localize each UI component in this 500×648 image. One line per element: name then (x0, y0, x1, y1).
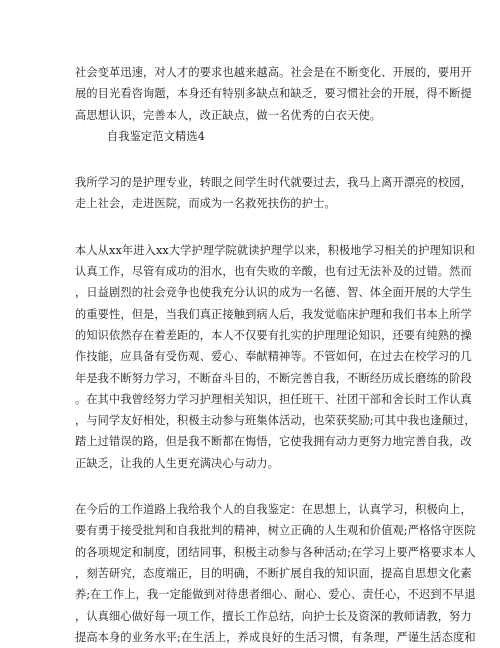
paragraph-self-assessment (75, 499, 476, 648)
document-page (75, 62, 476, 648)
text-line: 作技能，应具备有受伤观、爱心、奉献精神等。不管如何，在过去在校学习的几 (75, 350, 472, 364)
text-line: ，日益剧烈的社会竞争也使我充分认识的成为一名德、智、体全面开展的大学生 (75, 286, 472, 300)
section-title-block (75, 126, 425, 147)
text-line: 正缺乏，让我的人生更充满决心与动力。 (75, 456, 280, 470)
text-line: 的重要性，但是，当我们真正接触到病人后，我发觉临床护理和我们书本上所学 (75, 307, 472, 321)
text-line: 提高本身的业务水平;在生活上，养成良好的生活习惯，有条理，严谨生活态度和 (75, 630, 476, 644)
paragraph-gap (75, 215, 425, 240)
text-line: 养;在工作上，我一定能做到对待患者细心、耐心、爱心、责任心，不迟到不早退 (75, 588, 476, 602)
text-line: 。在其中我曾经努力学习护理相关知识，担任班干、社团干部和舍长时工作认真 (75, 392, 472, 406)
paragraph-society (75, 62, 472, 126)
paragraph-gap (75, 474, 425, 499)
text-line: ，刻苦研究，态度端正，目的明确，不断扩展自我的知识面，提高自思想文化素 (75, 566, 472, 580)
text-line: 认真工作，尽管有成功的泪水，也有失败的辛酸，也有过无法补及的过错。然而 (75, 265, 472, 279)
text-line: 要有勇于接受批判和自我批判的精神，树立正确的人生观和价值观;严格恪守医院 (75, 524, 476, 538)
text-line: 踏上过错误的路，但是我不断都在悔悟，它使我拥有动力更努力地完善自我，改 (75, 435, 472, 449)
text-line: 走上社会，走进医院，而成为一名救死扶伤的护士。 (75, 197, 336, 211)
text-line: 我所学习的是护理专业，转眼之间学生时代就要过去，我马上离开漂亮的校园， (75, 176, 472, 190)
text-line: 在今后的工作道路上我给我个人的自我鉴定：在思想上，认真学习，积极向上， (75, 503, 472, 517)
text-line: 展的目光看咨询题，本身还有特别多缺点和缺乏，要习惯社会的开展，得不断提 (75, 87, 472, 101)
text-line: 高思想认识，完善本人，改正缺点，做一名优秀的白衣天使。 (75, 108, 382, 122)
paragraph-major (75, 172, 472, 215)
text-line: 的各项规定和制度，团结同事，积极主动参与各种活动;在学习上要严格要求本人 (75, 545, 476, 559)
text-line: ，与同学友好相处，积极主动参与班集体活动，也荣获奖励;可其中我也逢颠过， (75, 414, 476, 428)
text-line: 的知识依然存在着差距的，本人不仅要有扎实的护理理论知识，还要有纯熟的操 (75, 328, 472, 342)
text-line: ，认真细心做好每一项工作，擅长工作总结，向护士长及资深的教师请教，努力 (75, 609, 472, 623)
section-title: 自我鉴定范文精选4 (107, 129, 205, 143)
text-line: 年是我不断努力学习，不断奋斗目的，不断完善自我，不断经历成长磨练的阶段 (75, 371, 472, 385)
paragraph-study-history (75, 240, 476, 474)
paragraph-gap (75, 147, 425, 172)
text-line: 社会变革迅速，对人才的要求也越来越高。社会是在不断变化、开展的，要用开 (75, 66, 472, 79)
text-line: 本人从xx年进入xx大学护理学院就读护理学以来，积极地学习相关的护理知识和 (75, 243, 475, 257)
